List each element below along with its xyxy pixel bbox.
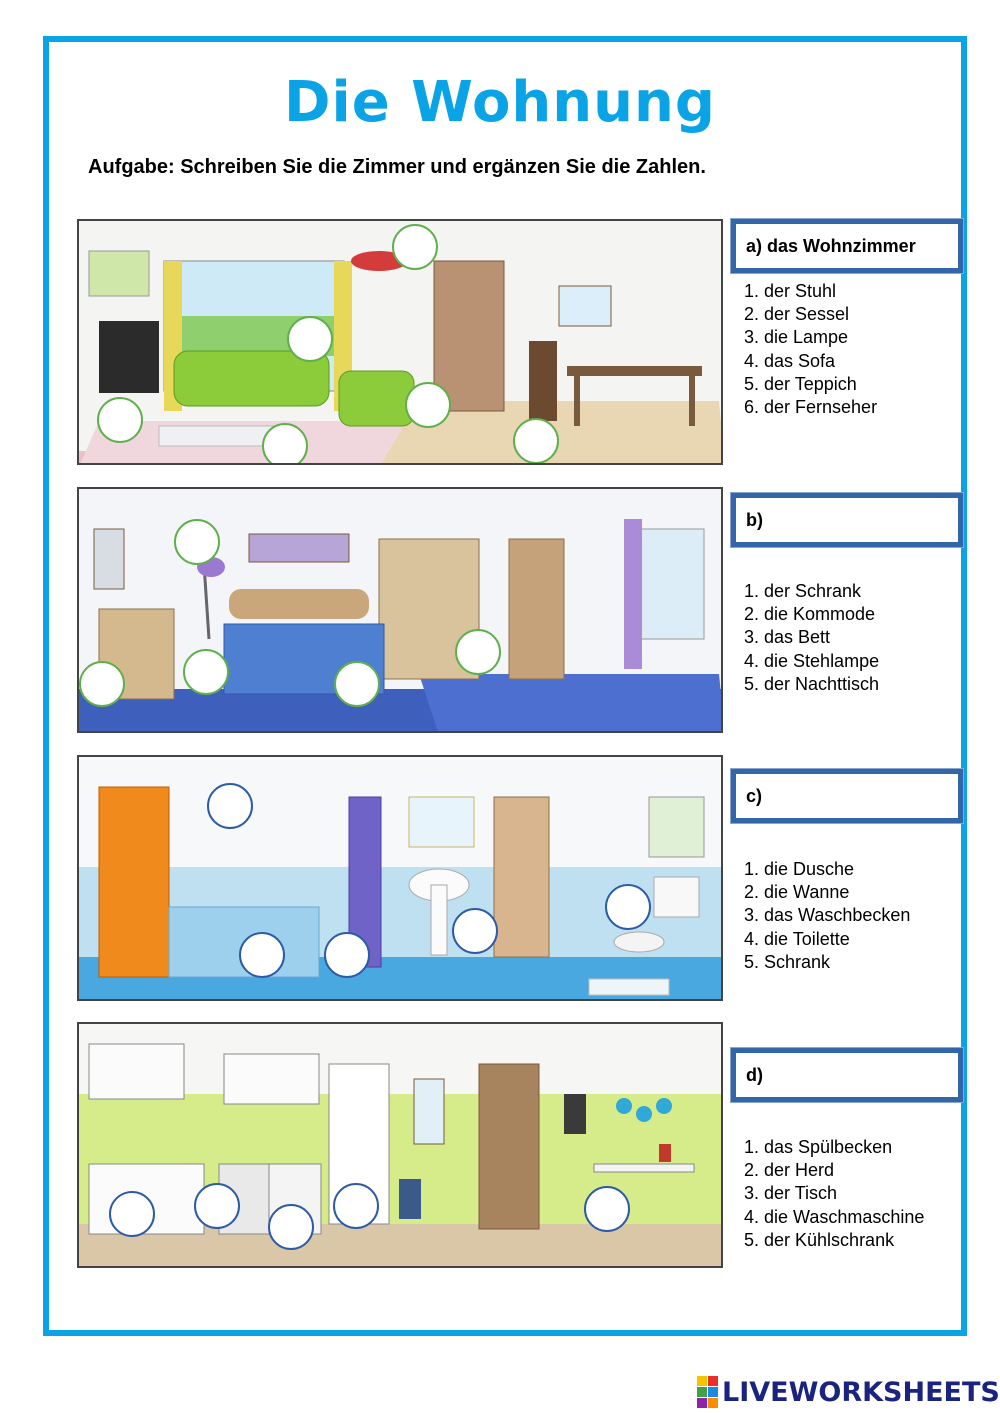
list-item: 3. die Lampe (744, 327, 849, 348)
answer-circle-nightstand[interactable] (183, 649, 229, 695)
list-item: 5. der Teppich (744, 373, 857, 394)
answer-circle-fridge[interactable] (333, 1183, 379, 1229)
room-answer-box-d[interactable]: d) (731, 1048, 963, 1102)
vocab-list-c (744, 858, 910, 974)
bathroom-drawing (79, 757, 723, 1001)
list-item: 1. der Stuhl (744, 281, 837, 301)
answer-circle-toilet[interactable] (605, 884, 651, 930)
answer-circle-rug[interactable] (262, 423, 308, 465)
room-answer-box-c[interactable]: c) (731, 769, 963, 823)
list-item: 2. die Kommode (744, 604, 876, 625)
answer-circle-armchair[interactable] (405, 382, 451, 428)
logo-text: LIVEWORKSHEETS (722, 1376, 1000, 1408)
answer-circle-stove[interactable] (194, 1183, 240, 1229)
page-title: Die Wohnung (284, 70, 716, 135)
kitchen-drawing (79, 1024, 723, 1268)
list-item: 4. die Waschmaschine (744, 1206, 925, 1227)
list-item: 4. die Stehlampe (744, 650, 880, 671)
answer-circle-bathtub[interactable] (239, 932, 285, 978)
task-instruction: Aufgabe: Schreiben Sie die Zimmer und ergänzen Sie die Zahlen. (88, 156, 706, 178)
answer-circle-wardrobe[interactable] (455, 629, 501, 675)
vocab-list-b (744, 580, 879, 696)
list-item: 3. der Tisch (744, 1183, 838, 1204)
list-item: 2. der Herd (744, 1160, 835, 1181)
answer-circle-washing-machine[interactable] (268, 1204, 314, 1250)
answer-circle-sofa[interactable] (287, 316, 333, 362)
answer-circle-table[interactable] (584, 1186, 630, 1232)
living-room-illustration (77, 219, 723, 465)
answer-circle-sink[interactable] (109, 1191, 155, 1237)
answer-circle-shower[interactable] (207, 783, 253, 829)
list-item: 3. das Waschbecken (744, 905, 911, 926)
list-item: 5. Schrank (744, 951, 831, 972)
answer-circle-dresser[interactable] (79, 661, 125, 707)
list-item: 2. die Wanne (744, 882, 850, 903)
answer-circle-lamp[interactable] (392, 224, 438, 270)
list-item: 1. der Schrank (744, 581, 862, 601)
list-item: 3. das Bett (744, 627, 831, 648)
answer-circle-floor-lamp[interactable] (174, 519, 220, 565)
logo-icon (697, 1376, 718, 1408)
bathroom-illustration (77, 755, 723, 1001)
room-answer-box-a[interactable]: a) das Wohnzimmer (731, 219, 963, 273)
answer-circle-cabinet[interactable] (324, 932, 370, 978)
vocab-list-d (744, 1136, 924, 1252)
list-item: 4. die Toilette (744, 928, 850, 949)
list-item: 4. das Sofa (744, 350, 836, 371)
vocab-list-a (744, 280, 877, 419)
list-item: 1. das Spülbecken (744, 1137, 893, 1157)
list-item: 5. der Kühlschrank (744, 1229, 895, 1250)
answer-circle-tv[interactable] (97, 397, 143, 443)
kitchen-illustration (77, 1022, 723, 1268)
answer-circle-sink[interactable] (452, 908, 498, 954)
liveworksheets-logo (697, 1375, 1000, 1409)
list-item: 1. die Dusche (744, 859, 855, 879)
list-item: 2. der Sessel (744, 304, 850, 325)
bedroom-illustration (77, 487, 723, 733)
room-answer-box-b[interactable]: b) (731, 493, 963, 547)
answer-circle-chair[interactable] (513, 418, 559, 464)
list-item: 5. der Nachttisch (744, 673, 880, 694)
list-item: 6. der Fernseher (744, 397, 878, 418)
bedroom-drawing (79, 489, 723, 733)
answer-circle-bed[interactable] (334, 661, 380, 707)
